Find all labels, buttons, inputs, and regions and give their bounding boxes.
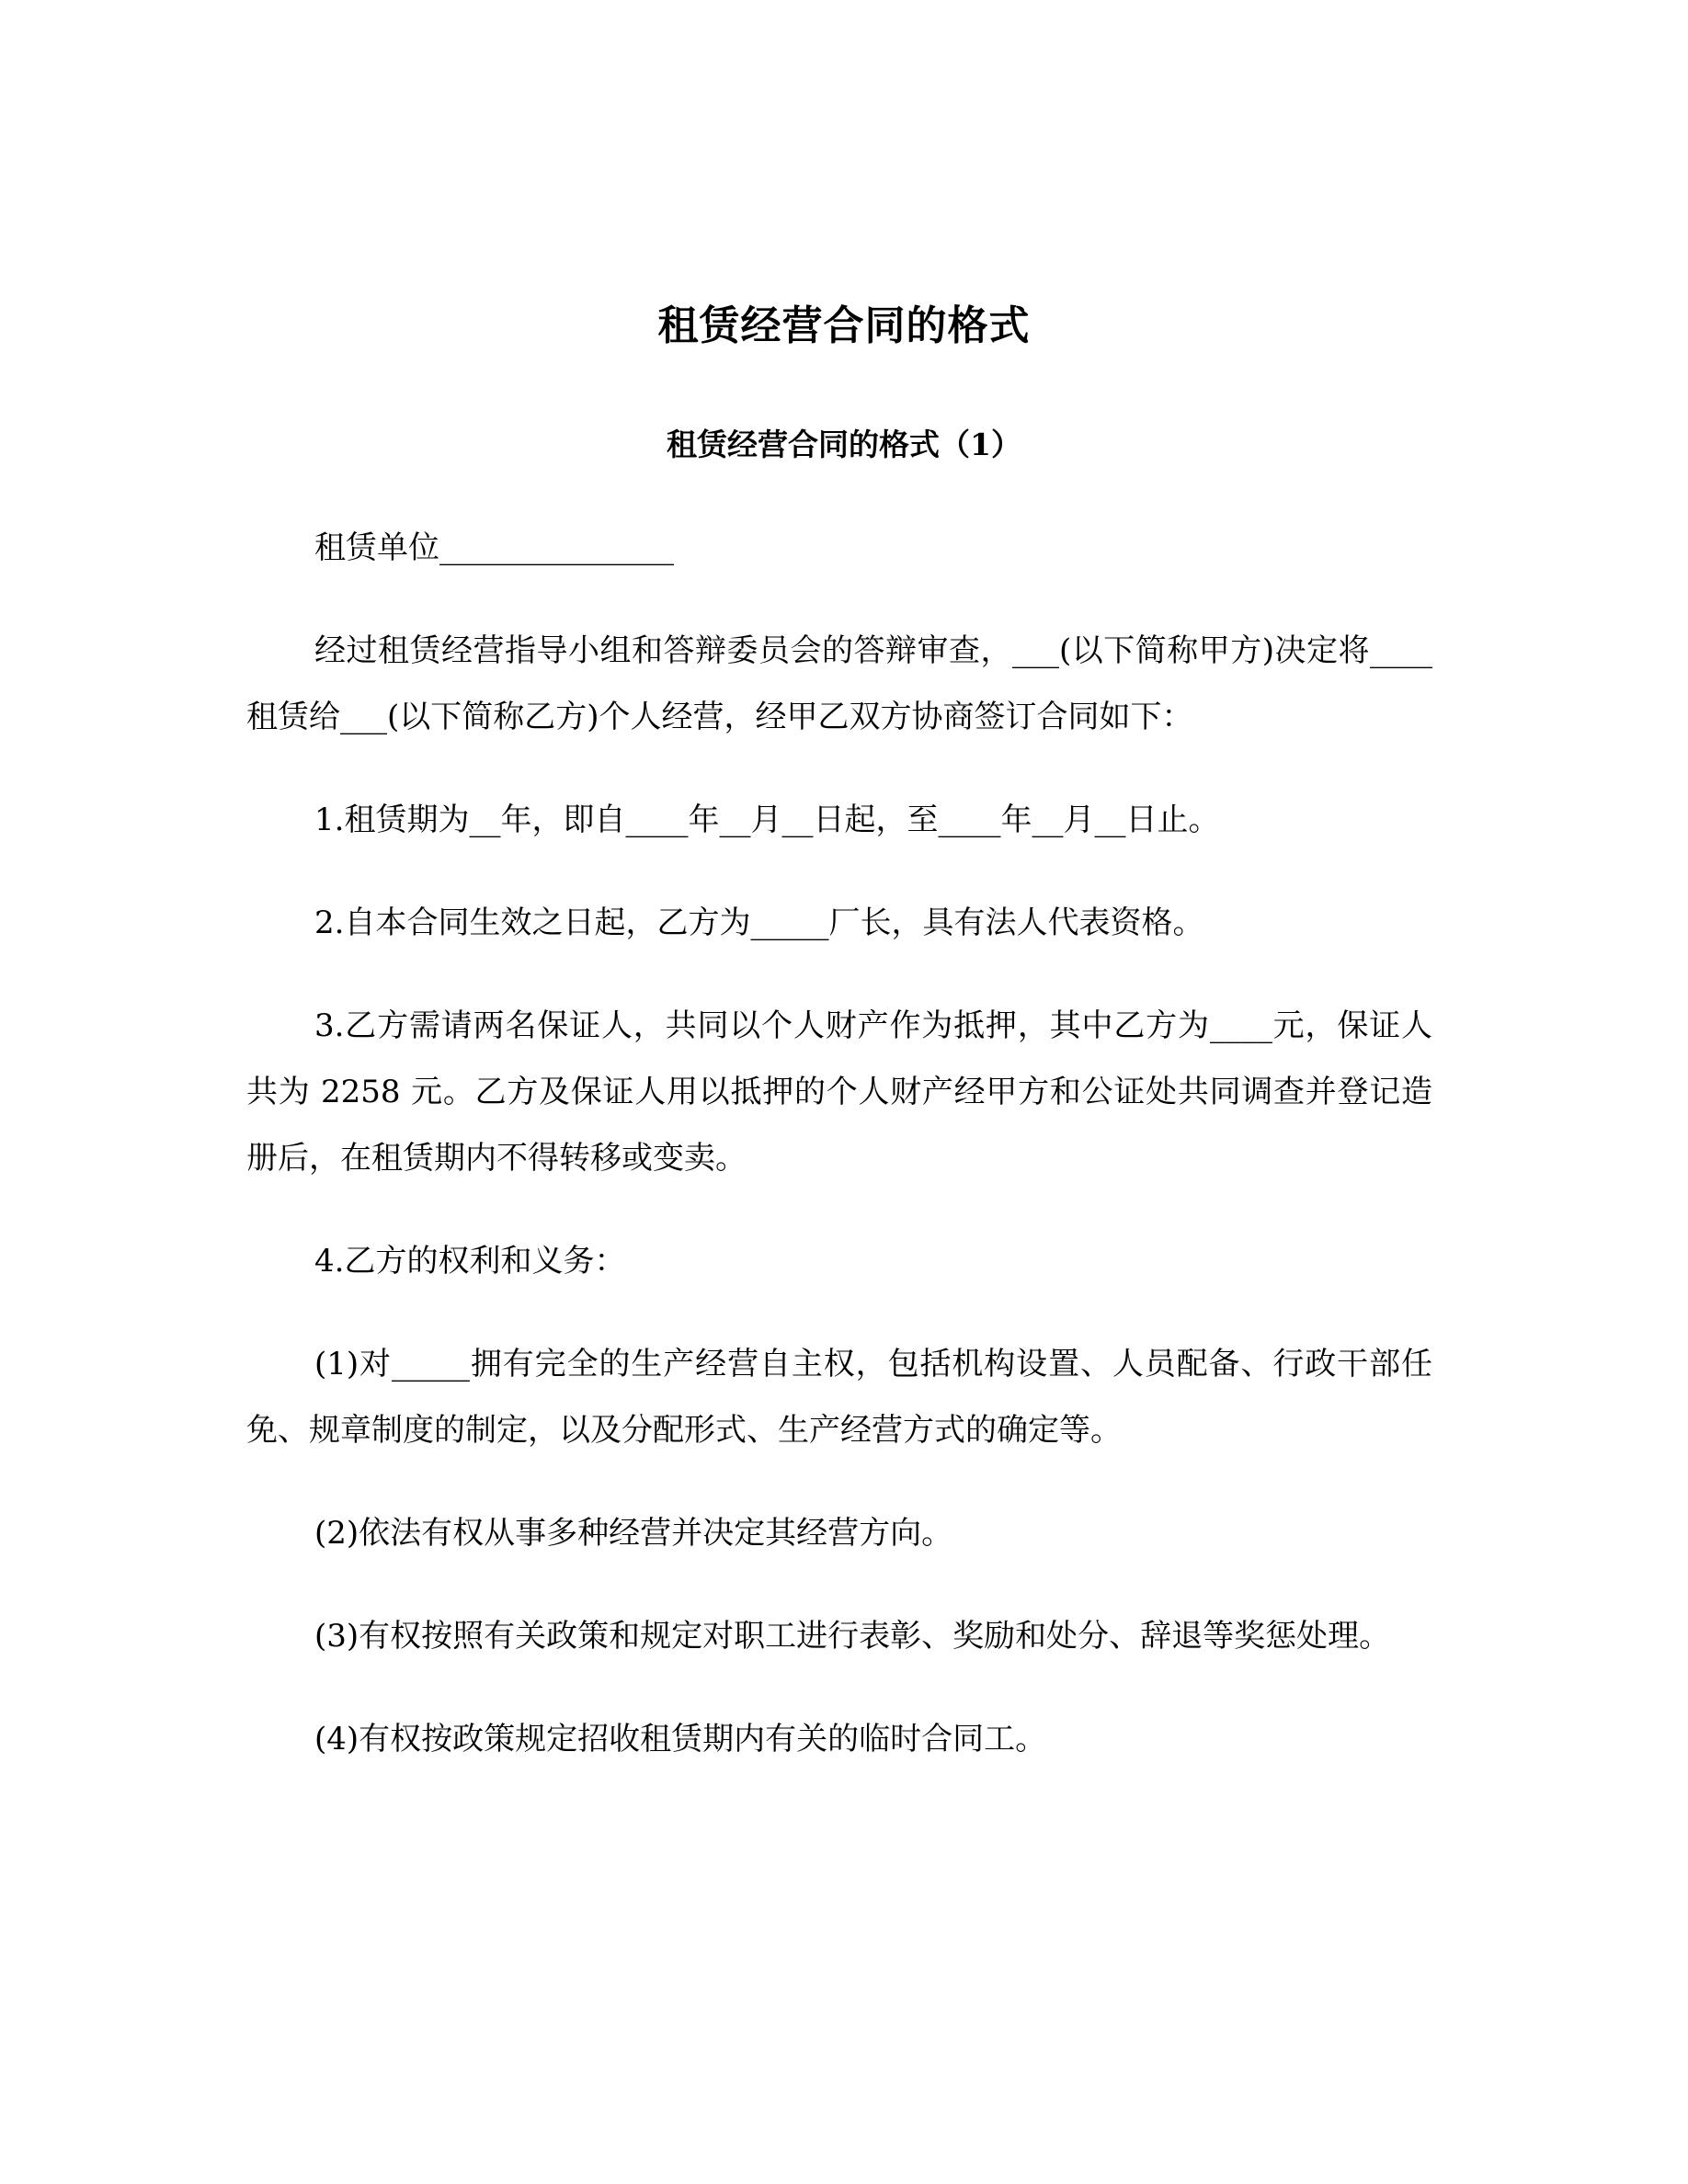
paragraph-clause-4-3: (3)有权按照有关政策和规定对职工进行表彰、奖励和处分、辞退等奖惩处理。 xyxy=(314,1618,1391,1655)
paragraph-preamble: 经过租赁经营指导小组和答辩委员会的答辩审查，___(以下简称甲方)决定将____租赁给___(以下简称乙方)个人经营，经甲乙双方协商签订合同如下： xyxy=(246,632,1432,735)
paragraph-clause-2: 2.自本合同生效之日起，乙方为_____厂长，具有法人代表资格。 xyxy=(314,904,1204,941)
paragraph-clause-4: 4.乙方的权利和义务： xyxy=(314,1243,626,1280)
paragraph-clause-3: 3.乙方需请两名保证人，共同以个人财产作为抵押，其中乙方为____元，保证人共为 2258 元。乙方及保证人用以抵押的个人财产经甲方和公证处共同调查并登记造册后，在租赁期内不得转移或变卖。 xyxy=(246,1007,1432,1177)
document-body xyxy=(246,515,1432,1809)
paragraph-clause-4-2: (2)依法有权从事多种经营并决定其经营方向。 xyxy=(314,1515,953,1552)
paragraph-clause-1: 1.租赁期为__年，即自____年__月__日起，至____年__月__日止。 xyxy=(314,802,1220,838)
paragraph-clause-4-1: (1)对_____拥有完全的生产经营自主权，包括机构设置、人员配备、行政干部任免、规章制度的制定，以及分配形式、生产经营方式的确定等。 xyxy=(246,1346,1432,1449)
document-title: 租赁经营合同的格式 xyxy=(657,302,1031,349)
paragraph-lessee-unit: 租赁单位_______________ xyxy=(314,529,674,566)
document-subtitle: 租赁经营合同的格式（1） xyxy=(667,427,1021,462)
paragraph-clause-4-4: (4)有权按政策规定招收租赁期内有关的临时合同工。 xyxy=(314,1721,1047,1757)
